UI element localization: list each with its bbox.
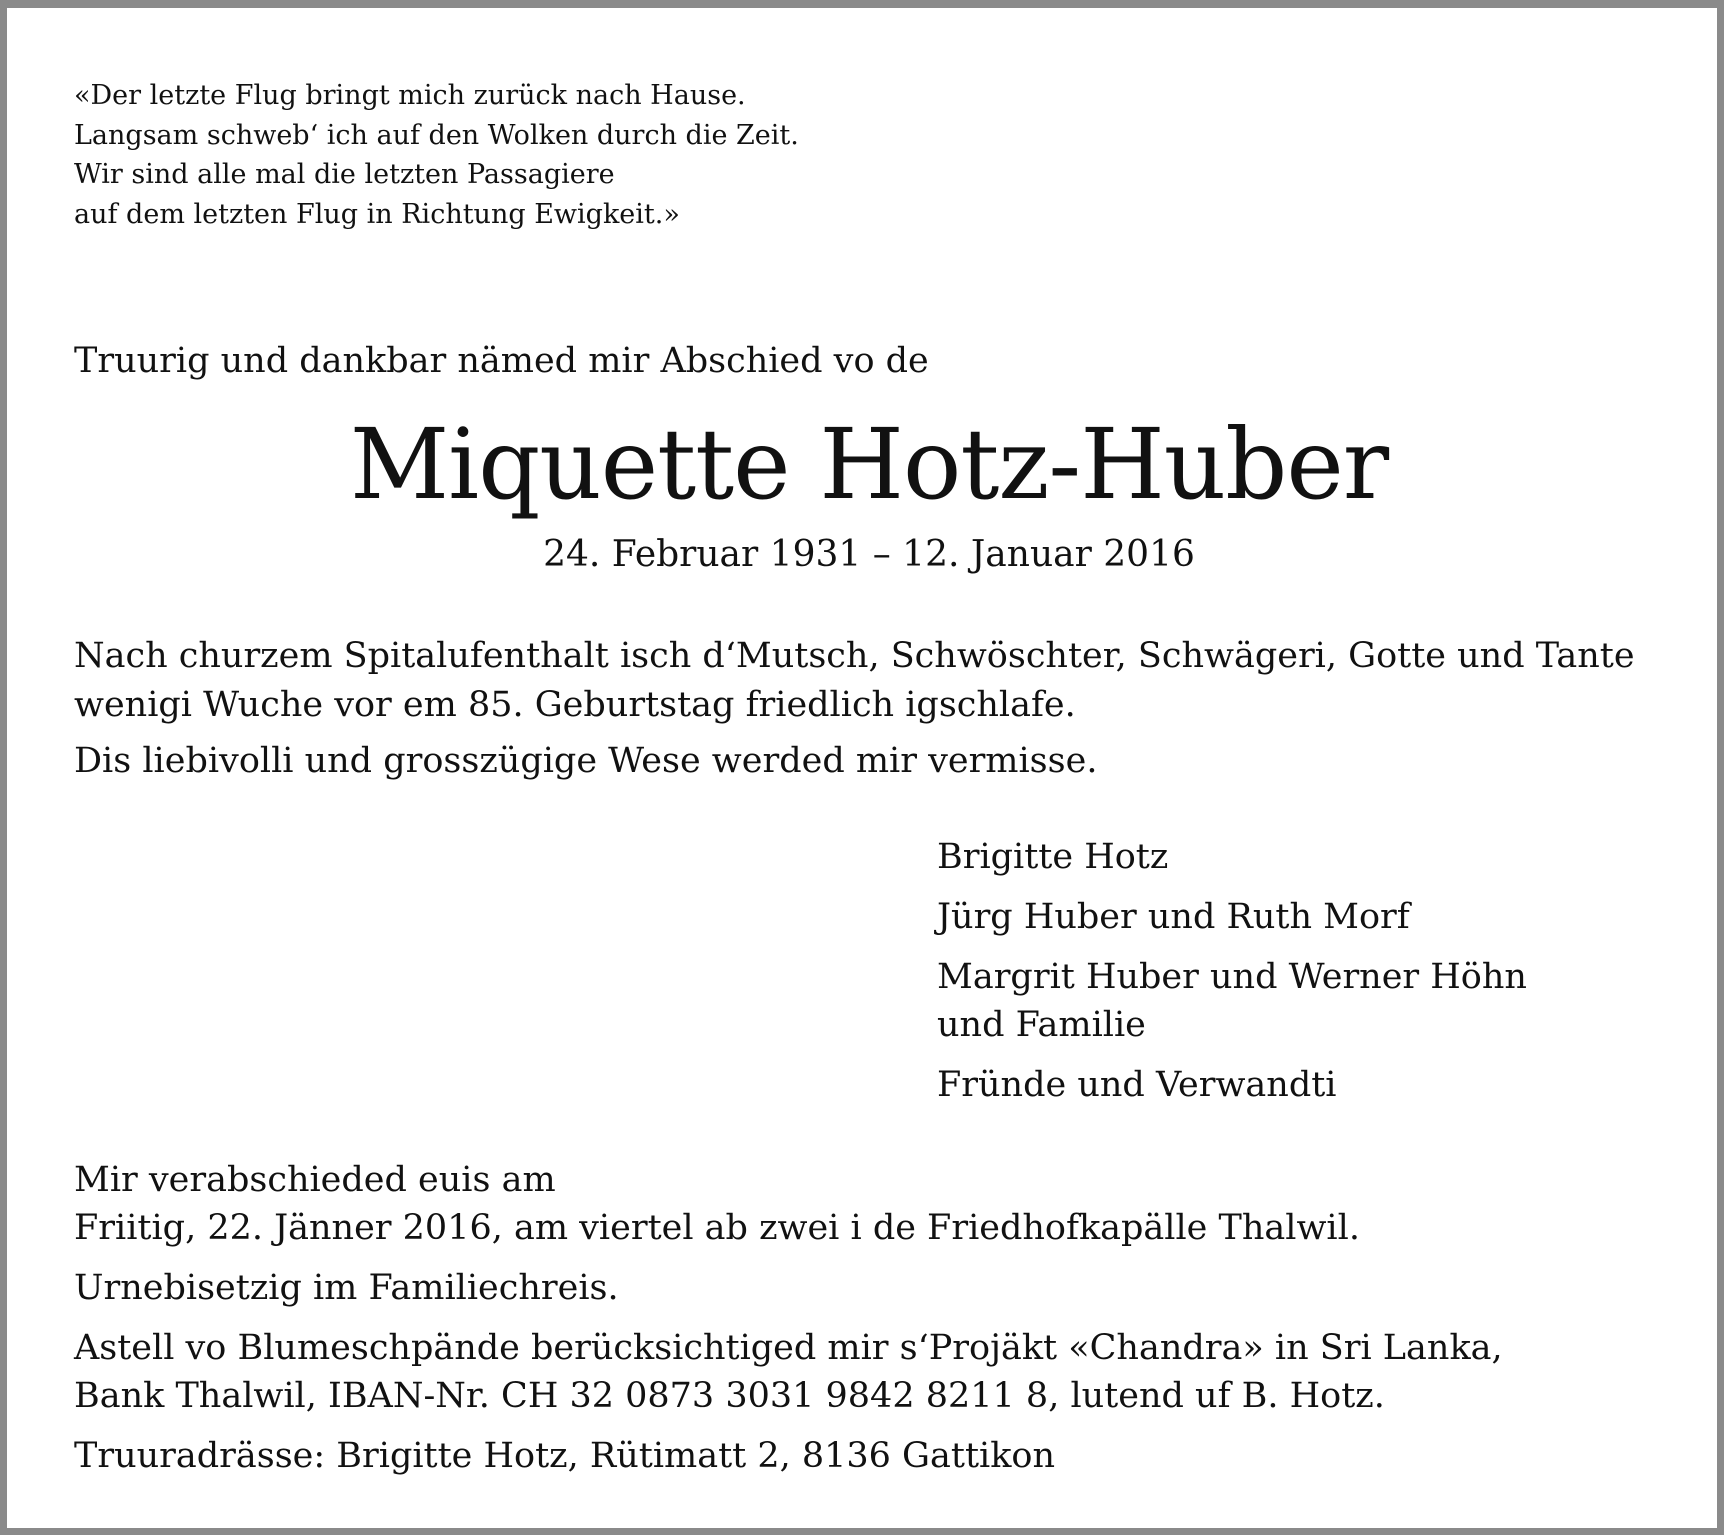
mourner-entry xyxy=(937,953,1527,1049)
burial-info: Urnebisetzig im Familiechreis. xyxy=(74,1268,619,1308)
mourners-list xyxy=(937,833,1527,1121)
farewell-line: Friitig, 22. Jänner 2016, am viertel ab zwei i de Friedhofkapälle Thalwil. xyxy=(74,1208,1360,1248)
poem-line: «Der letzte Flug bringt mich zurück nach Hause. xyxy=(74,80,746,111)
ceremony-details xyxy=(74,1156,1503,1480)
donation-line: Bank Thalwil, IBAN-Nr. CH 32 0873 3031 9842 8211 8, lutend uf B. Hotz. xyxy=(74,1376,1385,1416)
message xyxy=(74,632,1635,786)
mourner-entry xyxy=(937,1061,1527,1109)
mourner-name: Brigitte Hotz xyxy=(937,837,1169,877)
poem xyxy=(74,76,799,234)
message-line: Nach churzem Spitalufenthalt isch d‘Mutsch, Schwöschter, Schwägeri, Gotte und Tante xyxy=(74,636,1635,676)
farewell-info xyxy=(74,1156,1503,1252)
mourning-address: Truuradrässe: Brigitte Hotz, Rütimatt 2, 8136 Gattikon xyxy=(74,1436,1056,1476)
mourner-name: Fründe und Verwandti xyxy=(937,1065,1337,1105)
farewell-line: Mir verabschieded euis am xyxy=(74,1160,556,1200)
mourner-name: und Familie xyxy=(937,1005,1146,1045)
mourner-entry xyxy=(937,893,1527,941)
deceased-name: Miquette Hotz-Huber xyxy=(349,408,1389,521)
donation-info xyxy=(74,1324,1503,1420)
poem-line: Langsam schweb‘ ich auf den Wolken durch die Zeit. xyxy=(74,119,799,151)
message-line: Dis liebivolli und grosszügige Wese werded mir vermisse. xyxy=(74,741,1098,781)
mourner-entry xyxy=(937,833,1527,881)
mourner-name: Jürg Huber und Ruth Morf xyxy=(937,897,1410,937)
message-line: wenigi Wuche vor em 85. Geburtstag friedlich igschlafe. xyxy=(74,685,1076,725)
donation-line: Astell vo Blumeschpände berücksichtiged mir s‘Projäkt «Chandra» in Sri Lanka, xyxy=(74,1328,1503,1368)
poem-line: auf dem letzten Flug in Richtung Ewigkeit.» xyxy=(74,198,680,230)
intro-text: Truurig und dankbar nämed mir Abschied vo de xyxy=(74,341,929,381)
mourner-name: Margrit Huber und Werner Höhn xyxy=(937,957,1527,997)
life-dates: 24. Februar 1931 – 12. Januar 2016 xyxy=(543,534,1195,575)
poem-line: Wir sind alle mal die letzten Passagiere xyxy=(74,159,615,190)
